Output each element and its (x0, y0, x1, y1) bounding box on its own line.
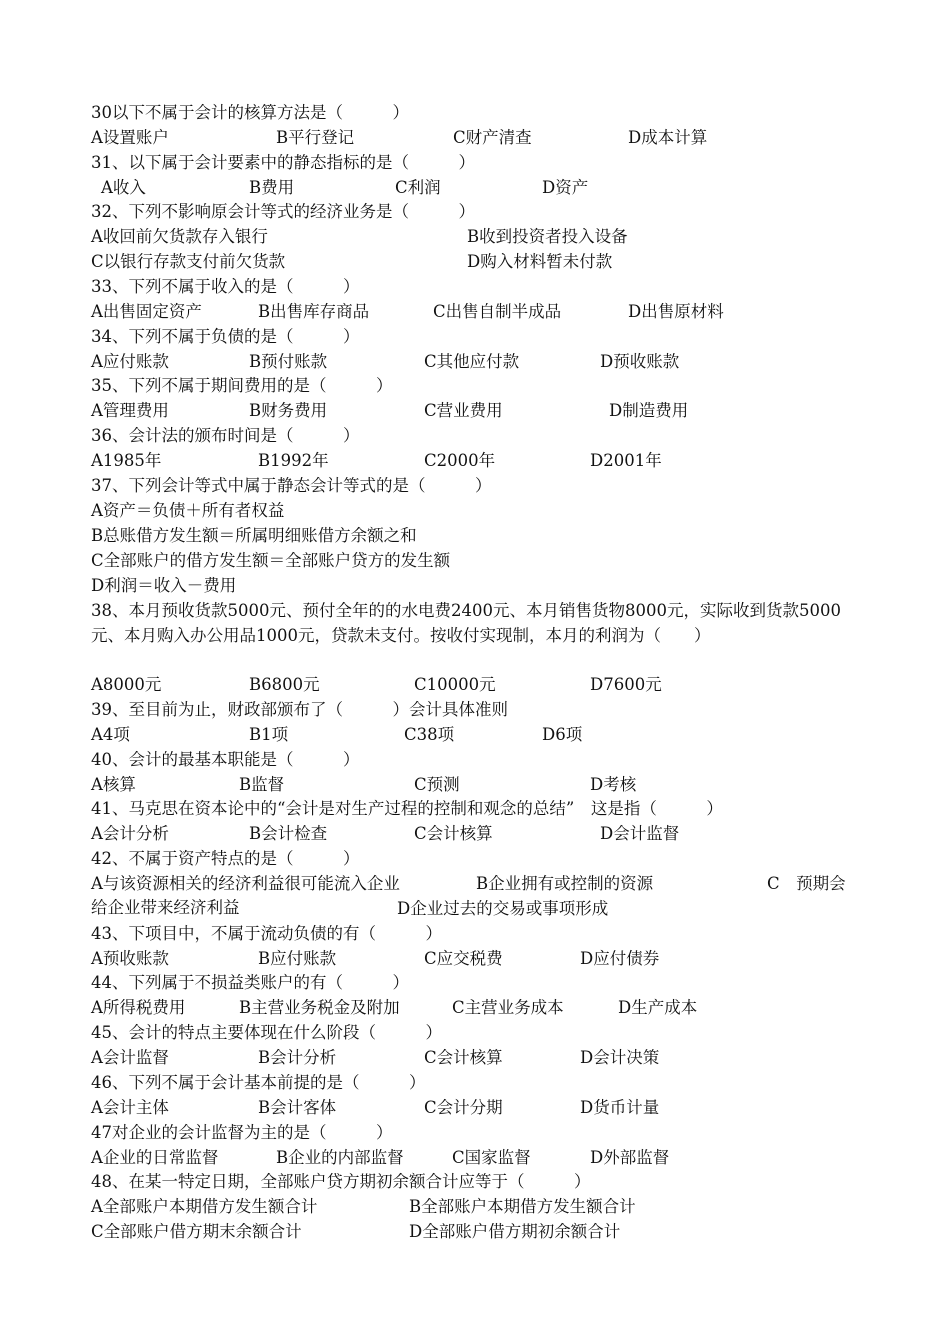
option-b: B监督 (239, 775, 285, 794)
option-c: C全部账户的借方发生额＝全部账户贷方的发生额 (91, 551, 451, 570)
option-a: A收回前欠货款存入银行 (91, 227, 268, 246)
question-38: 38、本月预收货款5000元、预付全年的的水电费2400元、本月销售货物8000元，实际收到货款5000元、本月购入办公用品1000元，贷款未支付。按收付实现制，本月的利润为（ ） (91, 601, 841, 645)
question-33: 33、下列不属于收入的是（ ） (91, 277, 360, 296)
option-a: A与该资源相关的经济利益很可能流入企业 (91, 874, 400, 893)
option-b: B1项 (249, 725, 289, 744)
option-a: A管理费用 (91, 401, 169, 420)
option-d: D预收账款 (600, 352, 680, 371)
option-b: B费用 (249, 178, 295, 197)
option-a: A企业的日常监督 (91, 1148, 219, 1167)
option-b: B全部账户本期借方发生额合计 (409, 1197, 636, 1216)
option-a: A核算 (91, 775, 136, 794)
option-c: C主营业务成本 (452, 998, 564, 1017)
question-34: 34、下列不属于负债的是（ ） (91, 327, 360, 346)
option-d: D6项 (542, 725, 583, 744)
option-c: C全部账户借方期末余额合计 (91, 1222, 302, 1241)
option-a: A应付账款 (91, 352, 169, 371)
question-35: 35、下列不属于期间费用的是（ ） (91, 376, 393, 395)
option-b: B6800元 (249, 675, 320, 694)
option-b: B主营业务税金及附加 (239, 998, 400, 1017)
option-d: D制造费用 (609, 401, 689, 420)
option-d: D应付债券 (580, 949, 660, 968)
question-46: 46、下列不属于会计基本前提的是（ ） (91, 1073, 426, 1092)
option-b: B1992年 (258, 451, 329, 470)
option-a: A会计分析 (91, 824, 169, 843)
question-48: 48、在某一特定日期，全部账户贷方期初余额合计应等于（ ） (91, 1172, 591, 1191)
option-c: C以银行存款支付前欠货款 (91, 252, 286, 271)
option-a: A全部账户本期借方发生额合计 (91, 1197, 318, 1216)
question-44: 44、下列属于不损益类账户的有（ ） (91, 973, 409, 992)
option-c: C财产清查 (453, 128, 532, 147)
option-d: D资产 (542, 178, 589, 197)
option-c: C其他应付款 (424, 352, 520, 371)
option-d: D2001年 (590, 451, 662, 470)
option-d: D考核 (590, 775, 637, 794)
option-d: D会计监督 (600, 824, 680, 843)
option-a: A4项 (91, 725, 130, 744)
option-c: C会计核算 (424, 1048, 503, 1067)
option-c: C10000元 (414, 675, 496, 694)
option-a: A资产＝负债＋所有者权益 (91, 501, 285, 520)
option-d: D购入材料暂未付款 (467, 252, 613, 271)
option-c: C国家监督 (452, 1148, 531, 1167)
option-c: C 预期会给企业带来经济利益 (91, 874, 846, 917)
option-c: C2000年 (424, 451, 496, 470)
option-c: C应交税费 (424, 949, 503, 968)
question-42: 42、不属于资产特点的是（ ） (91, 849, 360, 868)
option-a: A会计监督 (91, 1048, 169, 1067)
option-b: B企业的内部监督 (276, 1148, 404, 1167)
option-d: D利润＝收入－费用 (91, 576, 237, 595)
option-d: D企业过去的交易或事项形成 (397, 899, 609, 918)
question-47: 47对企业的会计监督为主的是（ ） (91, 1123, 393, 1142)
option-b: B会计客体 (258, 1098, 337, 1117)
option-a: A8000元 (91, 675, 162, 694)
question-40: 40、会计的最基本职能是（ ） (91, 750, 360, 769)
option-b: B预付账款 (249, 352, 328, 371)
option-a: A1985年 (91, 451, 162, 470)
option-b: B会计检查 (249, 824, 328, 843)
option-d: D货币计量 (580, 1098, 660, 1117)
option-d: D生产成本 (618, 998, 698, 1017)
question-32: 32、下列不影响原会计等式的经济业务是（ ） (91, 202, 475, 221)
option-d: D7600元 (590, 675, 662, 694)
option-c: C会计分期 (424, 1098, 503, 1117)
option-c: C预测 (414, 775, 460, 794)
option-b: B总账借方发生额＝所属明细账借方余额之和 (91, 526, 417, 545)
question-45: 45、会计的特点主要体现在什么阶段（ ） (91, 1023, 442, 1042)
option-a: A出售固定资产 (91, 302, 202, 321)
option-b: B应付账款 (258, 949, 337, 968)
question-30: 30以下不属于会计的核算方法是（ ） (91, 103, 409, 122)
option-c: C营业费用 (424, 401, 503, 420)
question-43: 43、下项目中，不属于流动负债的有（ ） (91, 924, 442, 943)
question-31: 31、以下属于会计要素中的静态指标的是（ ） (91, 153, 475, 172)
option-c: C出售自制半成品 (433, 302, 562, 321)
option-a: A所得税费用 (91, 998, 186, 1017)
option-b: B企业拥有或控制的资源 (476, 874, 654, 893)
option-b: B出售库存商品 (258, 302, 370, 321)
option-d: D出售原材料 (628, 302, 724, 321)
option-d: D外部监督 (590, 1148, 670, 1167)
option-b: B收到投资者投入设备 (467, 227, 628, 246)
option-c: C会计核算 (414, 824, 493, 843)
option-a: A预收账款 (91, 949, 169, 968)
option-d: D成本计算 (628, 128, 708, 147)
option-b: B会计分析 (258, 1048, 337, 1067)
question-36: 36、会计法的颁布时间是（ ） (91, 426, 360, 445)
option-c: C利润 (395, 178, 441, 197)
option-b: B财务费用 (249, 401, 328, 420)
question-41: 41、马克思在资本论中的“会计是对生产过程的控制和观念的总结” 这是指（ ） (91, 799, 723, 818)
option-a: A设置账户 (91, 128, 169, 147)
option-d: D全部账户借方期初余额合计 (409, 1222, 621, 1241)
option-d: D会计决策 (580, 1048, 660, 1067)
option-c: C38项 (404, 725, 455, 744)
option-a: A会计主体 (91, 1098, 169, 1117)
question-37: 37、下列会计等式中属于静态会计等式的是（ ） (91, 476, 492, 495)
option-a: A收入 (101, 178, 146, 197)
option-b: B平行登记 (276, 128, 355, 147)
question-39: 39、至目前为止，财政部颁布了（ ）会计具体准则 (91, 700, 508, 719)
